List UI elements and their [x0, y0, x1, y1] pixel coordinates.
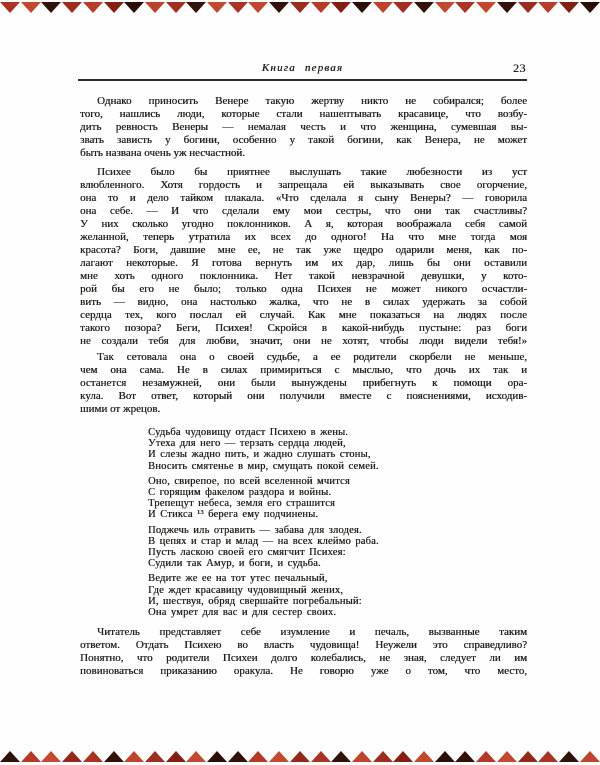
paragraph-oracle-intro — [80, 351, 527, 416]
verse-line: Утеха для него — терзать сердца людей, — [148, 438, 346, 450]
triangle-ornament — [145, 2, 165, 13]
verse-line: Вносить смятенье в мир, смущать покой семей. — [148, 460, 379, 472]
triangle-ornament — [186, 2, 206, 13]
verse-line: Поджечь иль отравить — забава для злодея. — [148, 524, 362, 536]
triangle-ornament — [41, 2, 61, 13]
verse-stanza — [148, 427, 478, 472]
triangle-ornament — [538, 751, 558, 762]
triangle-ornament — [414, 751, 434, 762]
running-head — [78, 62, 527, 77]
triangle-ornament — [435, 2, 455, 13]
text-line: Понятно, что родители Психеи долго колебались, не зная, следует ли им — [80, 652, 527, 664]
text-line: дить ревность Венеры — немалая честь и что женщина, сумевшая вы- — [80, 121, 527, 133]
verse-line: Трепещут небеса, земля его страшится — [148, 498, 335, 510]
triangle-ornament — [518, 2, 538, 13]
triangle-ornament — [228, 751, 248, 762]
paragraph-closing — [80, 626, 527, 678]
text-line: шими от жрецов. — [80, 403, 161, 415]
triangle-ornament — [207, 2, 227, 13]
verse-line: Где ждет красавицу чудовищный жених, — [148, 584, 344, 596]
text-line: вить — видно, она настолько жалка, что не в силах удержать за собой — [80, 296, 527, 308]
verse-line: Ведите же ее на тот утес печальный, — [148, 573, 328, 585]
text-line: ответом. Отдать Психею во власть чудовища! Неужели это справедливо? — [80, 639, 527, 651]
triangle-ornament — [124, 751, 144, 762]
text-line: влюбленного. Хотя гордость и запрещала ей выказывать свое огорчение, — [80, 179, 527, 191]
triangle-ornament — [248, 751, 268, 762]
verse-stanza — [148, 476, 478, 521]
text-line: лагают некоторые. Я готова вернуть им их дар, лишь бы они оставили — [80, 257, 527, 269]
triangle-ornament — [497, 2, 517, 13]
triangle-ornament — [580, 751, 600, 762]
triangle-ornament — [455, 2, 475, 13]
triangle-ornament — [414, 2, 434, 13]
verse-line: В цепях и стар и млад — на всех клеймо раба. — [148, 535, 379, 547]
text-line: мне хоть одного поклонника. Нет такой невзрачной девушки, у кото- — [80, 270, 527, 282]
triangle-ornament — [331, 751, 351, 762]
text-line: повиноваться приказанию оракула. Не говорю уже о том, что место, — [80, 665, 527, 677]
text-line: такого позора? Беги, Психея! Скройся в какой-нибудь пустыне: раз боги — [80, 322, 527, 334]
triangle-ornament — [455, 751, 475, 762]
verse-line: Оно, свирепое, по всей вселенной мчится — [148, 475, 350, 487]
triangle-ornament — [393, 751, 413, 762]
text-line: У них сколько угодно поклонников. А я, которая воображала себя самой — [80, 218, 527, 230]
triangle-ornament — [290, 751, 310, 762]
text-line: звать зависть у богини, особенно у такой богини, как Венера, не может — [80, 134, 527, 146]
text-line: Читатель представляет себе изумление и печаль, вызванные таким — [97, 626, 527, 638]
triangle-ornament — [352, 2, 372, 13]
verse-line: И Стикса ¹³ берега ему подчинены. — [148, 509, 319, 521]
triangle-ornament — [41, 751, 61, 762]
text-line: она себе. — И что сделали ему мои сестры, что они так счастливы? — [80, 205, 527, 217]
text-line: она то и дело тайком плакала. «Что сделала я сыну Венеры? — говорила — [80, 192, 527, 204]
triangle-ornament — [497, 751, 517, 762]
text-line: кула. Вот ответ, который они получили вместе с пояснениями, исходив- — [80, 390, 527, 402]
text-line: красота? Боги, давшие мне ее, не так уже щедро одарили меня, как по- — [80, 244, 527, 256]
verse-stanza — [148, 525, 478, 570]
triangle-ornament — [269, 751, 289, 762]
header-rule — [78, 79, 527, 81]
triangle-ornament — [393, 2, 413, 13]
triangle-ornament — [83, 2, 103, 13]
text-line: не создали тебя для любви, значит, они не хотят, чтобы люди видели тебя!» — [80, 335, 527, 347]
triangle-ornament — [518, 751, 538, 762]
text-line: Так сетовала она о своей судьбе, а ее родители скорбели не меньше, — [97, 351, 527, 363]
verse-line: Пусть ласкою своей его смягчит Психея: — [148, 547, 346, 559]
text-line: рой бы его не было; только одна Психея не может никого осчастли- — [80, 283, 527, 295]
triangle-ornament — [166, 751, 186, 762]
verse-line: Она умрет для вас и для сестер своих. — [148, 607, 337, 619]
running-title: Книга первая — [261, 62, 344, 74]
triangle-ornament — [559, 751, 579, 762]
triangle-ornament — [373, 2, 393, 13]
triangle-ornament — [373, 751, 393, 762]
triangle-ornament — [0, 2, 20, 13]
triangle-ornament — [311, 751, 331, 762]
triangle-ornament — [21, 751, 41, 762]
ornament-border-top — [0, 2, 600, 13]
triangle-ornament — [62, 751, 82, 762]
triangle-ornament — [104, 2, 124, 13]
triangle-ornament — [331, 2, 351, 13]
triangle-ornament — [559, 2, 579, 13]
triangle-ornament — [476, 2, 496, 13]
text-line: сердца тех, кого послал ей случай. Как мне показаться на людях после — [80, 309, 527, 321]
triangle-ornament — [21, 2, 41, 13]
verse-line: Судили так Амур, и боги, и судьба. — [148, 558, 321, 570]
oracle-verse — [148, 427, 478, 622]
triangle-ornament — [124, 2, 144, 13]
triangle-ornament — [62, 2, 82, 13]
triangle-ornament — [186, 751, 206, 762]
triangle-ornament — [352, 751, 372, 762]
triangle-ornament — [0, 751, 20, 762]
triangle-ornament — [290, 2, 310, 13]
triangle-ornament — [580, 2, 600, 13]
page-number: 23 — [513, 61, 526, 75]
ornament-border-bottom — [0, 751, 600, 762]
text-line: чем она сама. Не в силах примириться с мыслью, что дочь их так и — [80, 364, 527, 376]
verse-line: И слезы жадно пить, и жадно слушать стоны, — [148, 449, 371, 461]
triangle-ornament — [83, 751, 103, 762]
text-line: Психее было бы приятнее выслушать такие любезности из уст — [97, 166, 527, 178]
triangle-ornament — [104, 751, 124, 762]
triangle-ornament — [228, 2, 248, 13]
text-line: Однако приносить Венере такую жертву никто не собирался; более — [97, 95, 527, 107]
triangle-ornament — [248, 2, 268, 13]
text-line: желанной, теперь утратила их всех до одного! На что мне тогда моя — [80, 231, 527, 243]
verse-stanza — [148, 573, 478, 618]
text-line: останется незамужней, они были вынуждены прибегнуть к помощи ора- — [80, 377, 527, 389]
triangle-ornament — [311, 2, 331, 13]
triangle-ornament — [435, 751, 455, 762]
triangle-ornament — [166, 2, 186, 13]
triangle-ornament — [145, 751, 165, 762]
triangle-ornament — [476, 751, 496, 762]
verse-line: Судьба чудовищу отдаст Психею в жены. — [148, 427, 349, 438]
paragraph-intro — [80, 95, 527, 160]
triangle-ornament — [538, 2, 558, 13]
verse-line: С горящим факелом раздора и войны. — [148, 487, 332, 499]
paragraph-psyche-lament — [80, 166, 527, 348]
triangle-ornament — [207, 751, 227, 762]
text-line: того, нашлись люди, которые стали нашептывать красавице, что возбу- — [80, 108, 527, 120]
verse-line: И, шествуя, обряд свершайте погребальный: — [148, 595, 362, 607]
text-line: быть названа очень уж несчастной. — [80, 147, 245, 159]
triangle-ornament — [269, 2, 289, 13]
